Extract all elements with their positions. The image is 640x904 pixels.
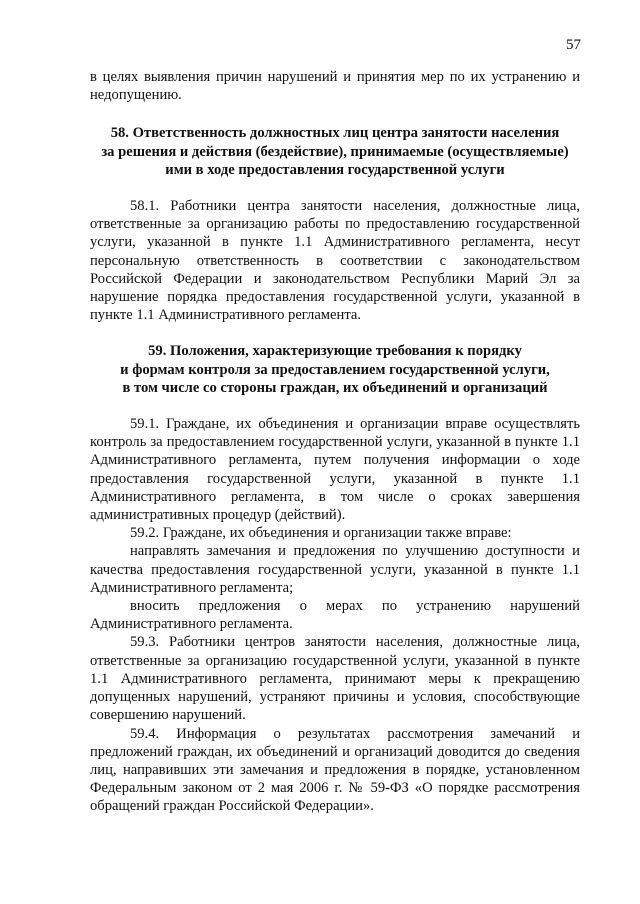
section-58-heading: [90, 124, 580, 179]
section-58-heading-line: ими в ходе предоставления государственной услуги: [165, 161, 505, 178]
page-number: 57: [566, 37, 581, 53]
paragraph-58-1: 58.1. Работники центра занятости населения, должностные лица, ответственные за организацию работы по предоставлению государственной услуги, указанной в пункте 1.1 Административного регламента, несут персональную ответственность в соответствии с законодательством Российской Федерации и законодательством Республики Марий Эл за нарушение порядка предоставления государственной услуги, указанной в пункте 1.1 Административного регламента.: [90, 198, 580, 324]
section-59-heading: [90, 342, 580, 397]
section-59-heading-line: в том числе со стороны граждан, их объединений и организаций: [122, 379, 548, 396]
paragraph-59-3: 59.3. Работники центров занятости населения, должностные лица, ответственные за организацию государственной услуги, указанной в пункте 1.1 Административного регламента, принимают меры к прекращению допущенных нарушений, устраняют причины и условия, способствующие совершению нарушений.: [90, 634, 580, 724]
intro-paragraph: в целях выявления причин нарушений и принятия мер по их устранению и недопущению.: [90, 69, 580, 104]
paragraph-59-2: 59.2. Граждане, их объединения и организации также вправе:: [130, 525, 512, 542]
document-body: [90, 68, 580, 816]
section-58-heading-line: за решения и действия (бездействие), принимаемые (осуществляемые): [101, 143, 569, 160]
section-58-heading-line: 58. Ответственность должностных лиц центра занятости населения: [110, 125, 560, 142]
paragraph-59-4: 59.4. Информация о результатах рассмотрения замечаний и предложений граждан, их объединений и организаций доводится до сведения лиц, направивших эти замечания и предложения в порядке, установленном Федеральным законом от 2 мая 2006 г. № 59-ФЗ «О порядке рассмотрения обращений граждан Российской Федерации».: [90, 725, 580, 815]
paragraph-59-2-item-1: направлять замечания и предложения по улучшению доступности и качества предоставления государственной услуги, указанной в пункте 1.1 Административного регламента;: [90, 543, 580, 596]
paragraph-59-2-item-2: вносить предложения о мерах по устранению нарушений Административного регламента.: [90, 598, 580, 633]
section-59-heading-line: и формам контроля за предоставлением государственной услуги,: [120, 361, 550, 378]
paragraph-59-1: 59.1. Граждане, их объединения и организации вправе осуществлять контроль за предоставлением государственной услуги, указанной в пункте 1.1 Административного регламента, путем получения информации о ходе предоставления государственной услуги, указанной в пункте 1.1 Административного регламента, в том числе о сроках завершения административных процедур (действий).: [90, 416, 580, 524]
section-59-heading-line: 59. Положения, характеризующие требования к порядку: [148, 343, 522, 360]
